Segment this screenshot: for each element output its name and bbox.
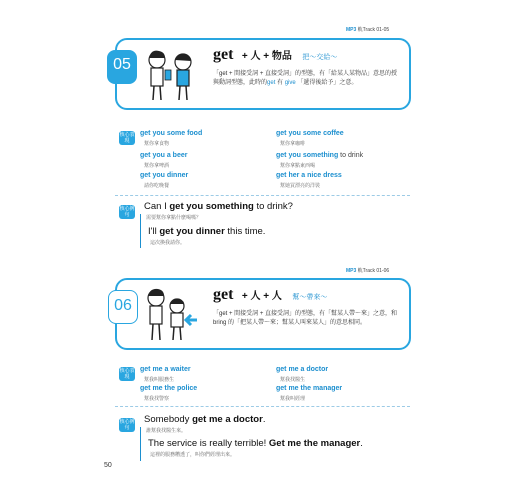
- core-expression-badge: 核心表現: [119, 132, 135, 144]
- mp3-icon: MP3: [346, 27, 357, 33]
- phrase: get her a nice dress: [276, 172, 342, 179]
- core-example-badge: 核心例句: [119, 206, 135, 218]
- pattern-structure: + 人 + 人: [241, 291, 282, 302]
- example-translation: 誰幫我找醫生來。: [146, 428, 187, 434]
- phrase: get you something to drink: [276, 152, 364, 159]
- phrase: get you a beer: [140, 152, 188, 159]
- pattern-keyword: get: [213, 46, 234, 63]
- example-translation: 這裡的服務糟透了，叫你們經理出來。: [150, 452, 236, 458]
- two-people-cartoon-icon: [141, 286, 199, 344]
- phrase: get me the manager: [276, 385, 343, 392]
- divider: [115, 195, 410, 196]
- pattern-structure: + 人 + 物品: [241, 51, 292, 62]
- example-sentence: Can I get you something to drink?: [144, 201, 293, 212]
- example-sentence: I'll get you dinner this time.: [148, 226, 266, 237]
- mp3-track-label: MP3 軌Track 01-05: [346, 27, 390, 33]
- mp3-track-label: MP3 軌Track 01-06: [346, 268, 390, 274]
- example-sentence: The service is really terrible! Get me the manager.: [148, 438, 363, 449]
- pattern-description: 「get + 間接受詞 + 直接受詞」的型態，有「幫某人帶～來」之意，和 bring 的「把某人帶～來；幫某人叫來某人」的意思相同。: [213, 311, 398, 326]
- section-number: 05: [113, 56, 131, 73]
- phrase-translation: 幫我找警察: [144, 396, 170, 402]
- phrase: get you dinner: [140, 172, 189, 179]
- section-number-tab: [107, 50, 137, 84]
- phrase: get me a waiter: [140, 366, 191, 373]
- pattern-headline: [213, 46, 337, 64]
- phrase-translation: 幫你拿點東西喝: [280, 163, 316, 169]
- core-expression-badge: 核心表現: [119, 368, 135, 380]
- core-example-badge: 核心例句: [119, 419, 135, 431]
- pattern-card-05: [115, 38, 411, 110]
- example-rule: [140, 214, 141, 248]
- pattern-description: 「get + 間接受詞 + 直接受詞」的型態，有「給某人某物品」意思的授與動詞型態，此時的get 有 give 「遞得後給予」之意。: [213, 71, 398, 86]
- example-translation: 這次換我請你。: [150, 240, 186, 246]
- divider: [115, 406, 410, 407]
- phrase-translation: 幫我叫服務生: [144, 377, 175, 383]
- two-people-cartoon-icon: [141, 46, 199, 104]
- phrase: get you some coffee: [276, 130, 344, 137]
- page-number: 50: [104, 462, 112, 469]
- phrase-translation: 幫你拿咖啡: [280, 141, 306, 147]
- phrase: get you some food: [140, 130, 203, 137]
- section-number-tab: [108, 290, 138, 324]
- phrase-translation: 幫她買漂亮的洋裝: [280, 183, 321, 189]
- pattern-meaning: 把～交給～: [302, 54, 338, 61]
- phrase-translation: 幫你拿啤酒: [144, 163, 170, 169]
- section-number: 06: [114, 297, 132, 314]
- example-rule: [140, 427, 141, 461]
- example-sentence: Somebody get me a doctor.: [144, 414, 266, 425]
- phrase-translation: 幫我找醫生: [280, 377, 306, 383]
- phrase: get me the police: [140, 385, 198, 392]
- pattern-meaning: 幫～帶來～: [292, 294, 328, 301]
- phrase: get me a doctor: [276, 366, 329, 373]
- phrase-translation: 幫我叫經理: [280, 396, 306, 402]
- mp3-icon: MP3: [346, 268, 357, 274]
- example-translation: 需要幫你拿點什麼喝嗎？: [146, 215, 202, 221]
- pattern-card-06: [115, 278, 411, 350]
- pattern-keyword: get: [213, 286, 234, 303]
- phrase-translation: 幫你拿食物: [144, 141, 170, 147]
- phrase-translation: 請你吃晚餐: [144, 183, 170, 189]
- pattern-headline: [213, 286, 327, 304]
